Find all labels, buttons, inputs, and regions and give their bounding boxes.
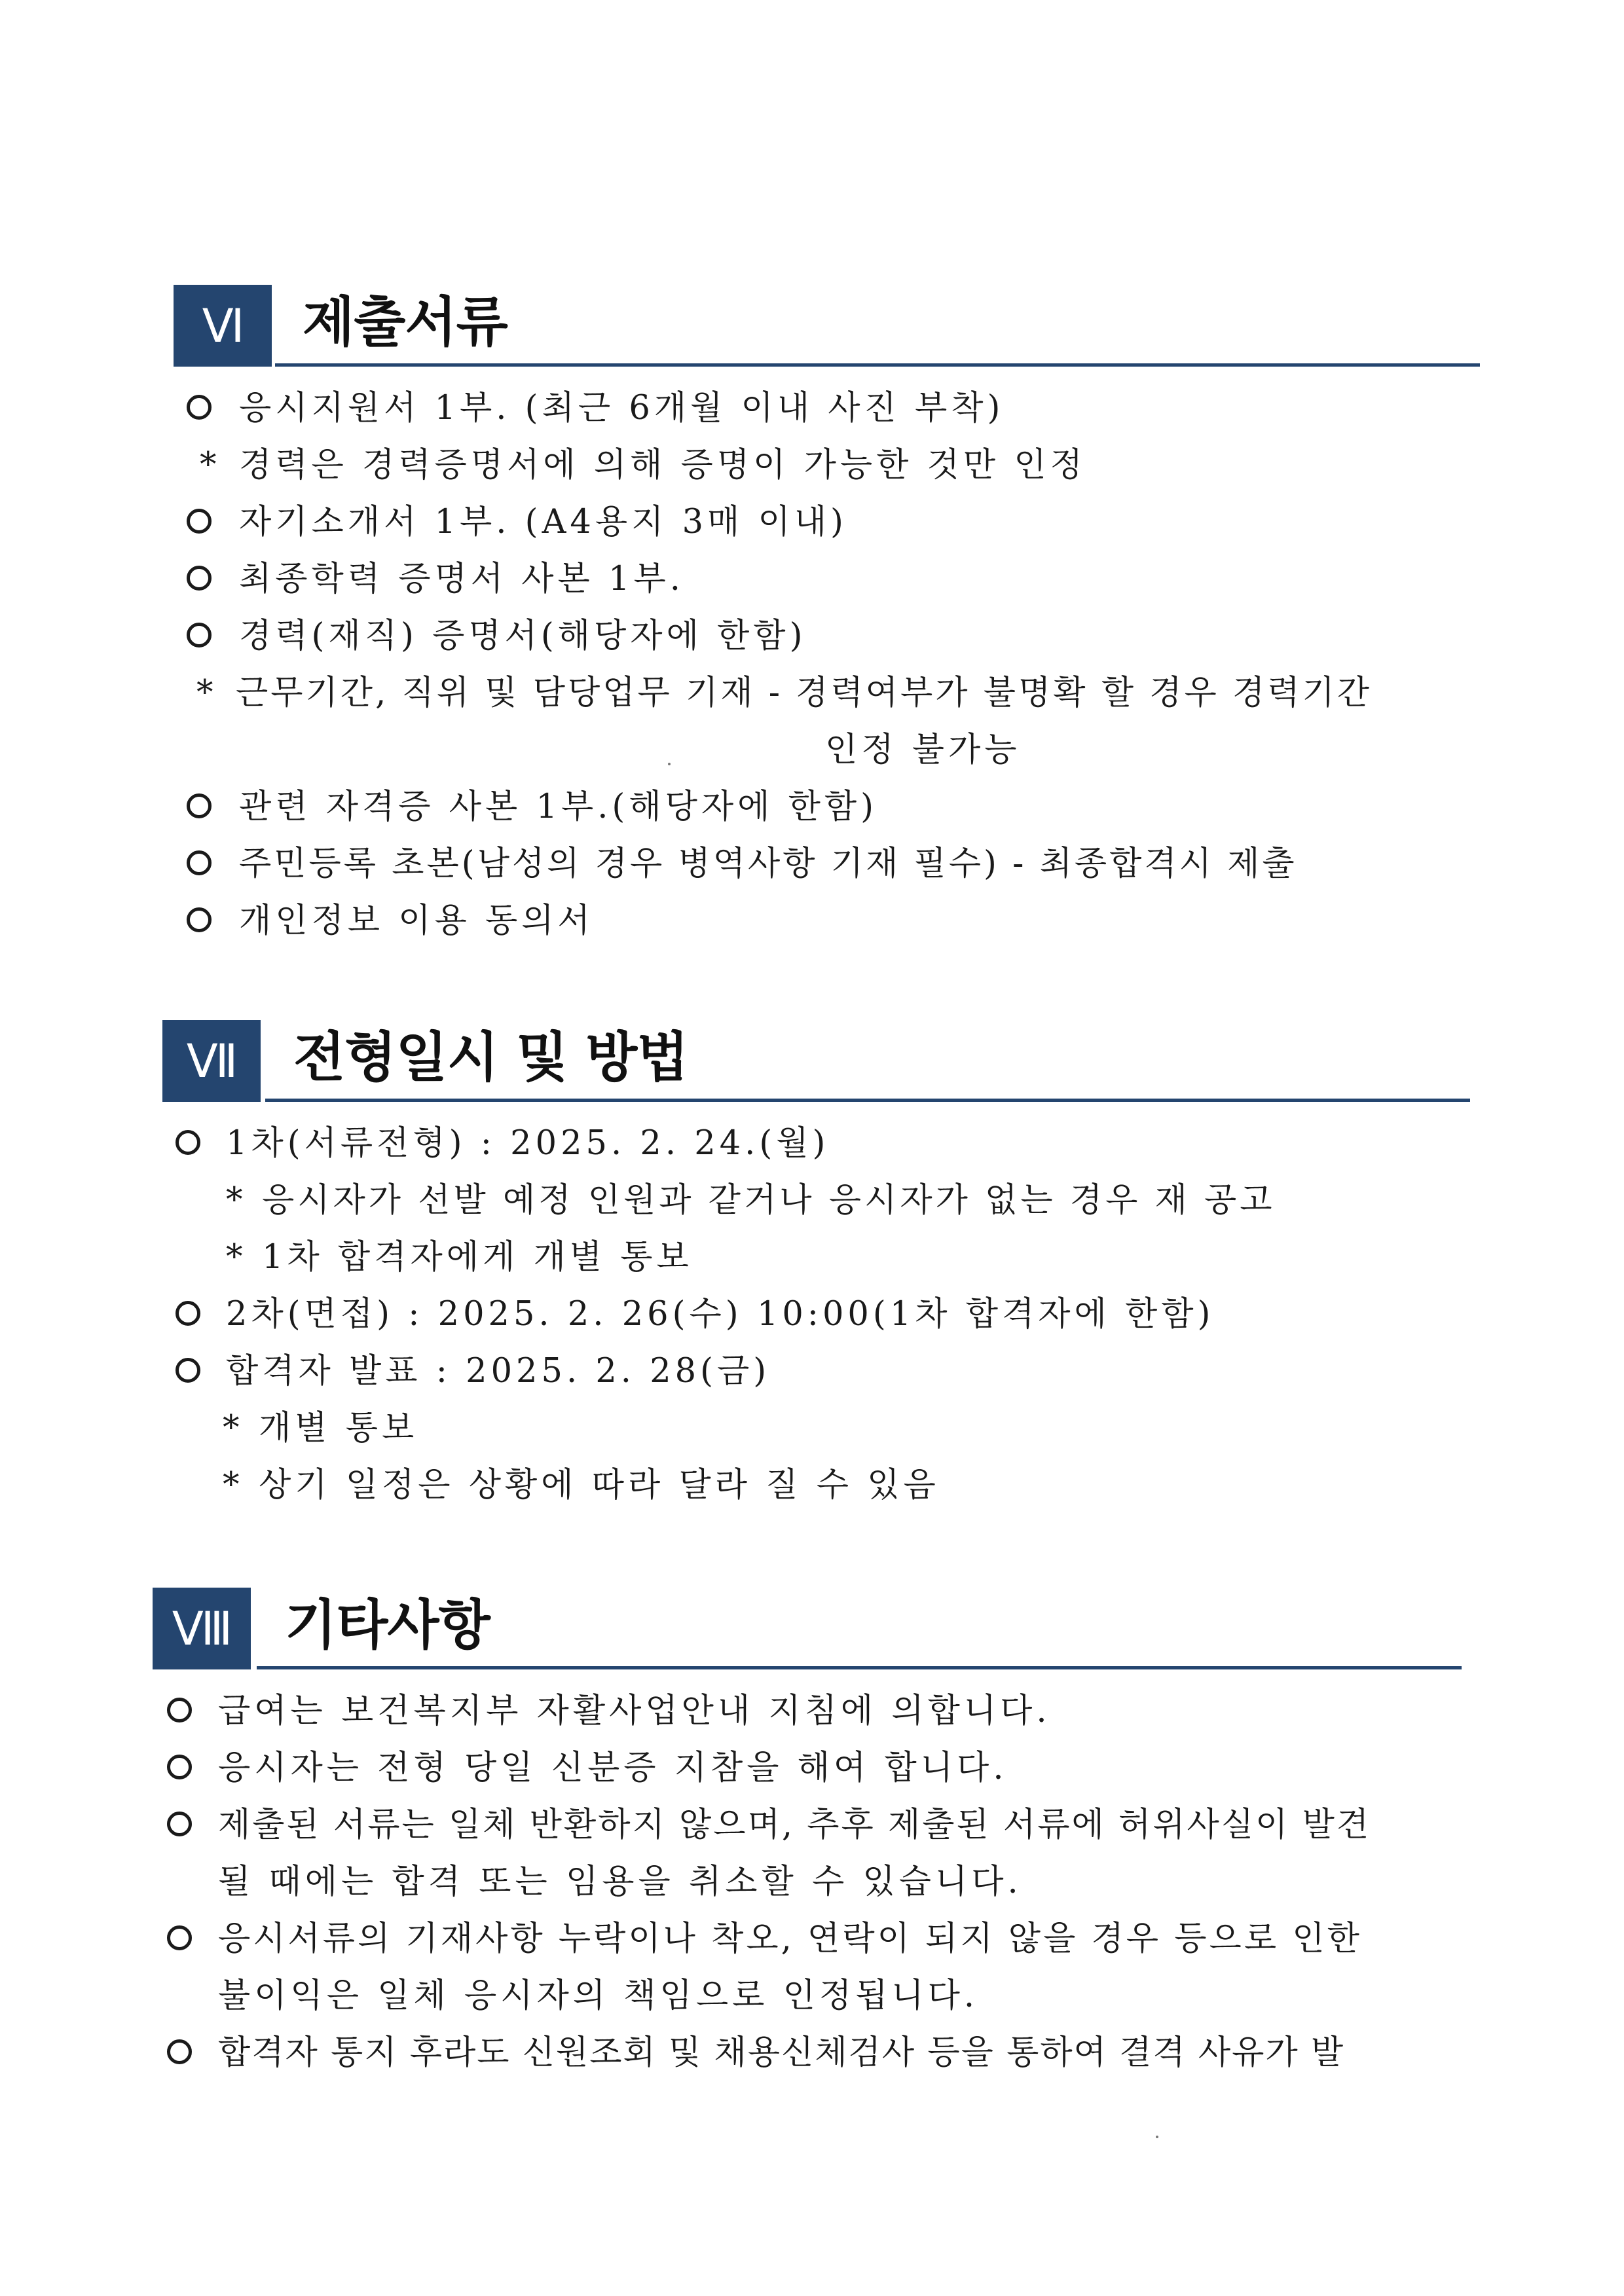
section-other-matters: Ⅷ 기타사항 급여는 보건복지부 자활사업안내 지침에 의합니다. 응시자는 전형 당일 신분증 지참을 해여 합니다. 제출된 서류는 일체 반환하지 않으며, 추후 제출된 서류에 허위사실이 발견 될 때에는 합격 또는 임용을 취소할 수 있습니다. 응시서류의 기재사항 누락이나 착오, 연락이 되지 않을 경우 등으로 인한 불이익은 일체 응시자의 책임으로 인정됩니다. 합격자 통지 후라도 신원조회 및 채용신체검사 등을 통하여 결격 사유가 발 xyxy=(0,1588,1624,1679)
circle-bullet-icon xyxy=(167,1796,206,1853)
section-header xyxy=(0,1588,1624,1679)
section-divider xyxy=(275,363,1480,367)
circle-bullet-icon xyxy=(187,778,226,835)
section-title: 제출서류 xyxy=(303,291,507,354)
circle-bullet-icon xyxy=(167,1910,206,1967)
section-numeral: Ⅵ xyxy=(174,285,272,367)
circle-bullet-icon xyxy=(187,608,226,665)
section-submission-documents: Ⅵ 제출서류 응시지원서 1부. (최근 6개월 이내 사진 부착) * 경력은 경력증명서에 의해 증명이 가능한 것만 인정 자기소개서 1부. (A4용지 3매 이내) 최종학력 증명서 사본 1부. 경력(재직) 증명서(해당자에 한함) * 근무기간, 직위 및 담당업무 기재 - 경력여부가 불명확 할 경우 경력기간 인정 불가능 관련 자격증 사본 1부.(해당자에 한함) 주민등록 초본(남성의 경우 병역사항 기재 필수) - 최종합격시 제출 개인정보 이용 동의서 xyxy=(0,285,1624,376)
section-header xyxy=(0,285,1624,376)
asterisk-icon: * xyxy=(223,1409,244,1448)
section-title: 기타사항 xyxy=(285,1594,490,1656)
asterisk-icon: * xyxy=(223,1466,244,1504)
section-divider xyxy=(265,1099,1470,1102)
scan-speck xyxy=(668,763,671,765)
section-title: 전형일시 및 방법 xyxy=(293,1027,688,1089)
asterisk-icon: * xyxy=(200,446,221,484)
circle-bullet-icon xyxy=(167,1740,206,1796)
circle-bullet-icon xyxy=(187,380,226,437)
circle-bullet-icon xyxy=(187,551,226,608)
section-schedule-method: Ⅶ 전형일시 및 방법 1차(서류전형) : 2025. 2. 24.(월) * 응시자가 선발 예정 인원과 같거나 응시자가 없는 경우 재 공고 * 1차 합격자에게 개별 통보 2차(면접) : 2025. 2. 26(수) 10:00(1차 합격자에 한함) 합격자 발표 : 2025. 2. 28(금) * 개별 통보 * 상기 일정은 상황에 따라 달라 질 수 있음 xyxy=(0,1020,1624,1112)
section-divider xyxy=(257,1666,1462,1669)
circle-bullet-icon xyxy=(187,892,226,949)
section-header xyxy=(0,1020,1624,1112)
circle-bullet-icon xyxy=(175,1343,215,1400)
asterisk-icon: * xyxy=(226,1181,247,1220)
circle-bullet-icon xyxy=(187,835,226,892)
circle-bullet-icon xyxy=(175,1286,215,1343)
scan-speck xyxy=(1156,2136,1158,2138)
circle-bullet-icon xyxy=(167,2024,206,2081)
circle-bullet-icon xyxy=(187,494,226,551)
circle-bullet-icon xyxy=(167,1683,206,1740)
circle-bullet-icon xyxy=(175,1115,215,1172)
asterisk-icon: * xyxy=(196,674,217,712)
section-numeral: Ⅷ xyxy=(153,1588,251,1669)
asterisk-icon: * xyxy=(226,1238,247,1277)
section-numeral: Ⅶ xyxy=(162,1020,261,1102)
